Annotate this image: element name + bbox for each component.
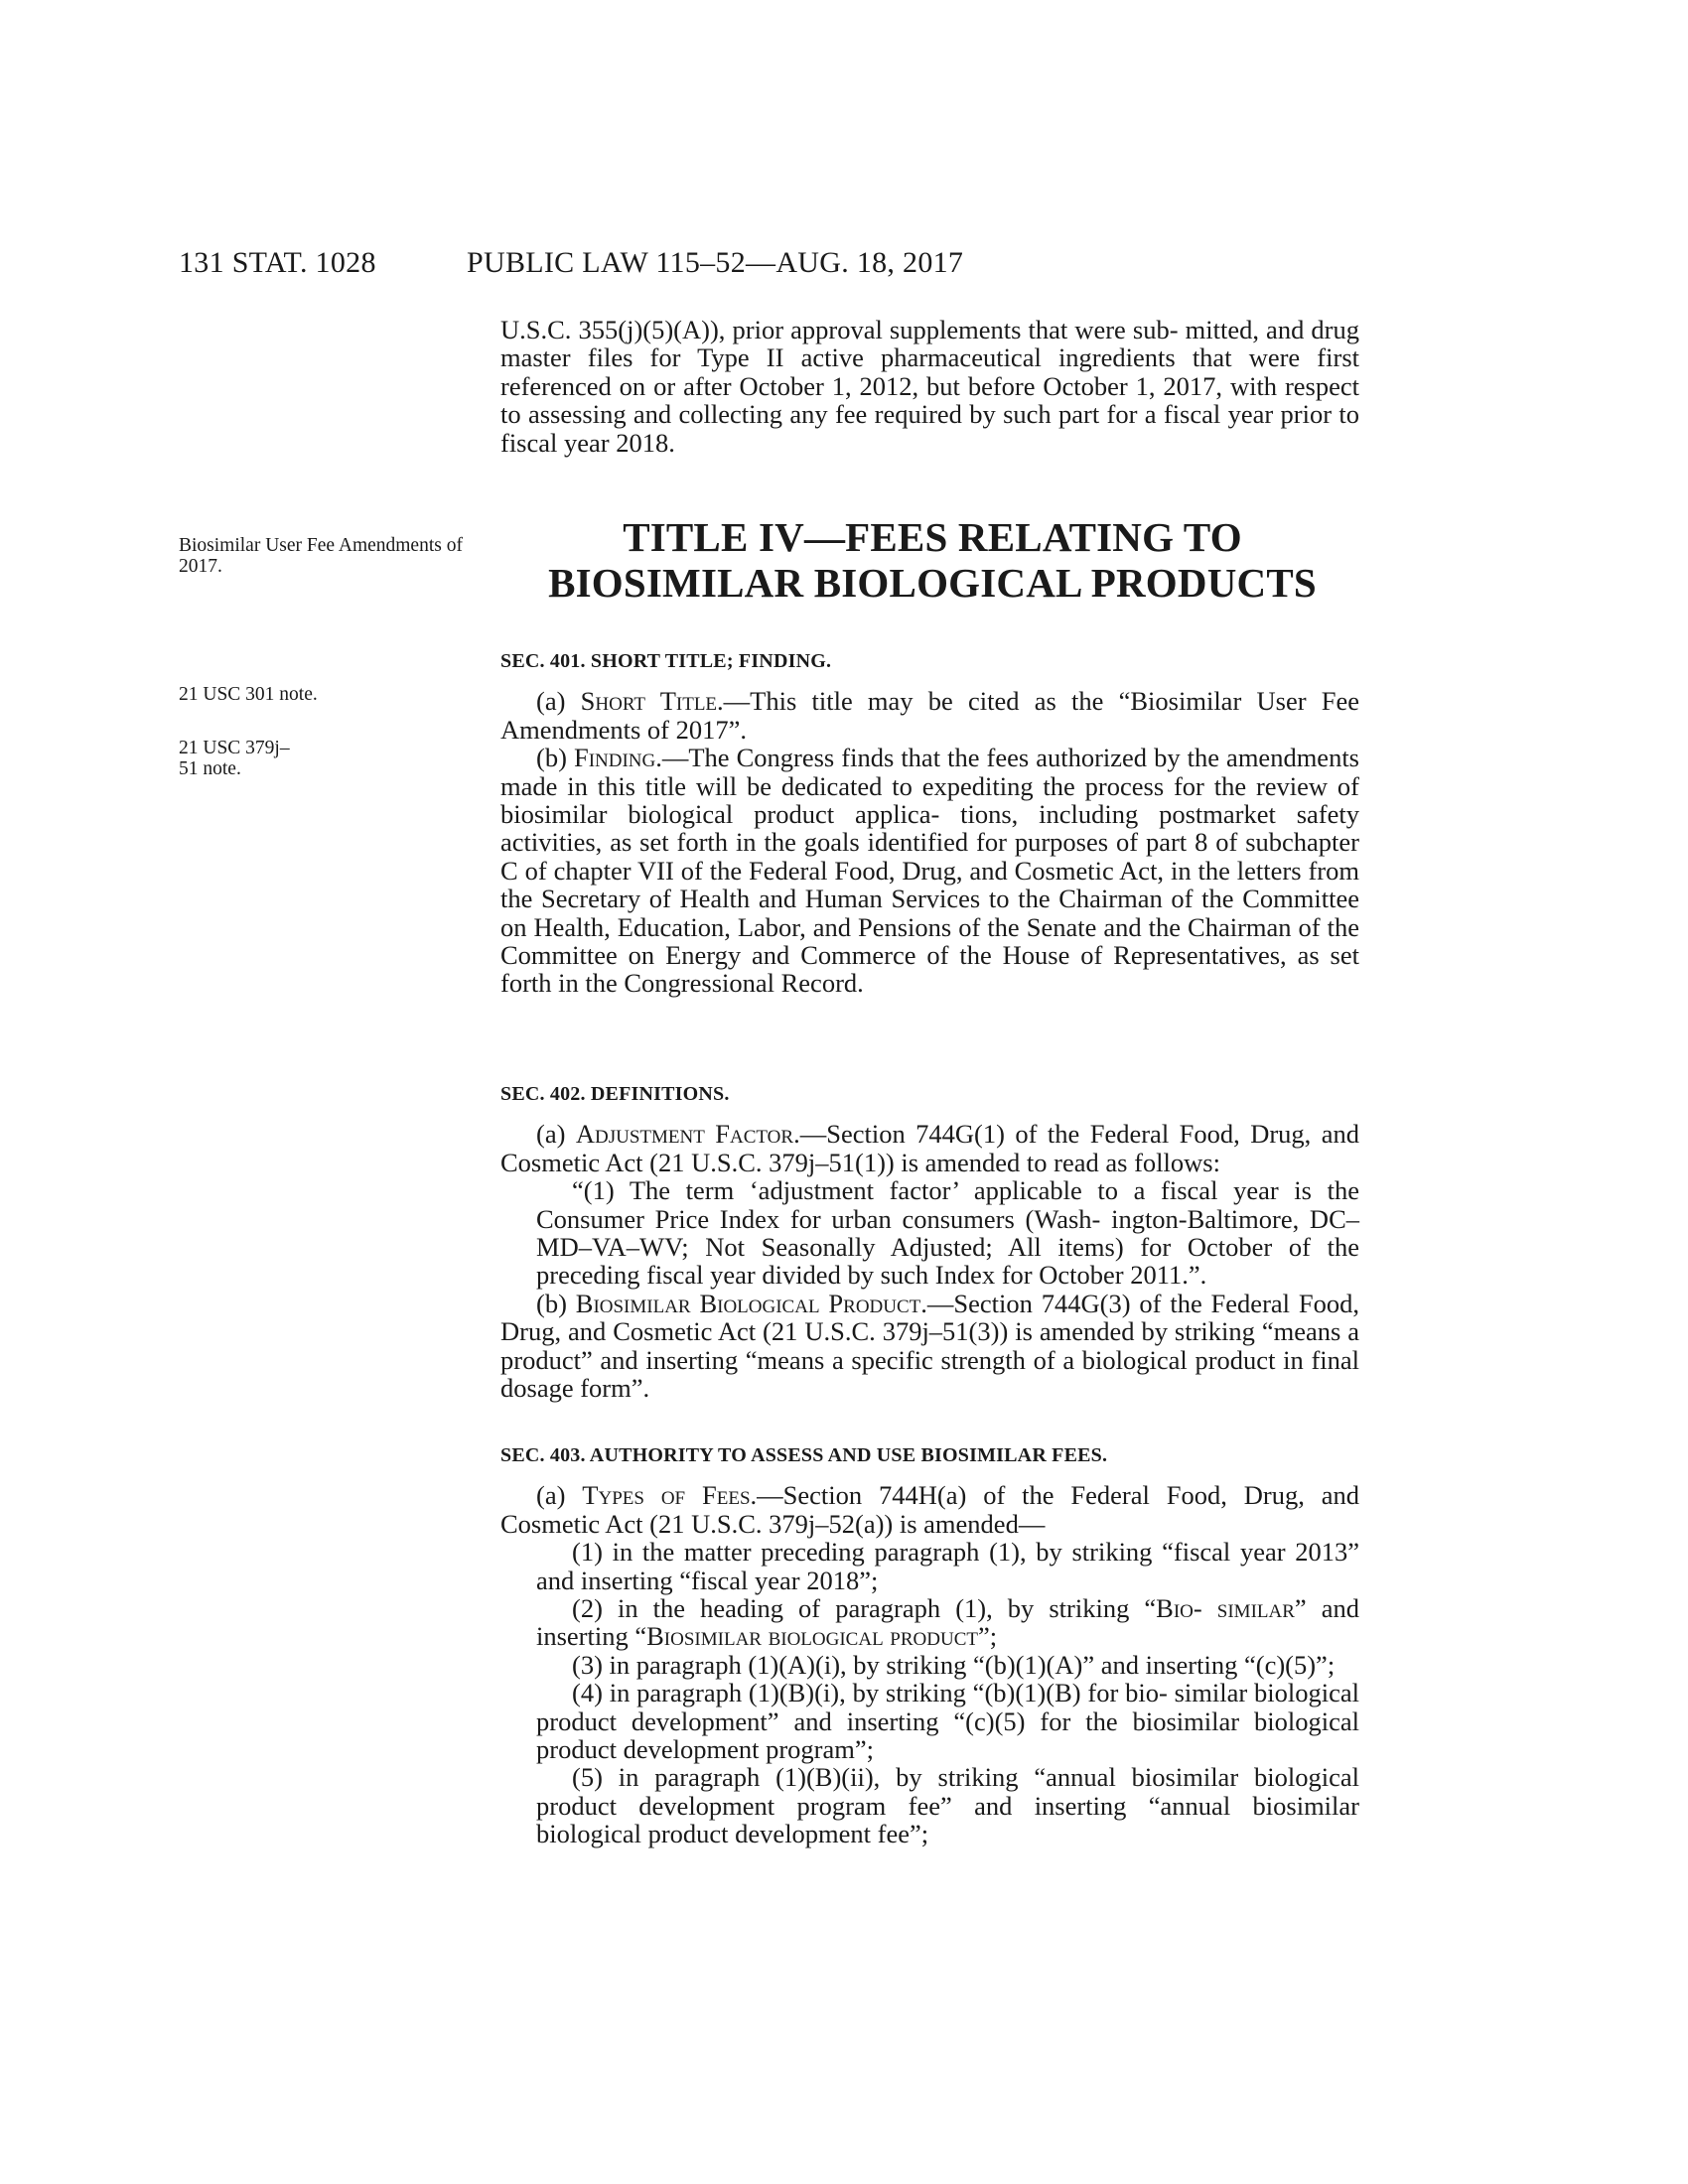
section-403-item-4: (4) in paragraph (1)(B)(i), by striking “(b)(1)(B) for bio- similar biological product development” and inserting “(c)(5) for the biosimilar biological product development program”; xyxy=(536,1678,1359,1765)
section-403 xyxy=(500,1441,1359,1848)
section-401-a-label: (a) xyxy=(536,686,581,717)
margin-note-usc-301: 21 USC 301 note. xyxy=(179,684,318,705)
section-401-a-text: .—This title may be cited as the “Biosimilar User Fee Amendments of 2017”. xyxy=(500,686,1360,745)
section-403-item-2-mid: ” and inserting “ xyxy=(536,1593,1359,1652)
section-403-item-3: (3) in paragraph (1)(A)(i), by striking “(b)(1)(A)” and inserting “(c)(5)”; xyxy=(572,1649,1336,1680)
section-402-a xyxy=(500,1120,1359,1176)
section-403-a-text: .—Section 744H(a) of the Federal Food, Drug, and Cosmetic Act (21 U.S.C. 379j–52(a)) is amended— xyxy=(500,1480,1359,1539)
section-403-item-2-cap1: Bio- similar xyxy=(1156,1593,1295,1624)
margin-note-short-title: Biosimilar User Fee Amendments of 2017. xyxy=(179,535,463,577)
section-403-a-caption: Types of Fees xyxy=(582,1480,751,1511)
section-403-item-2 xyxy=(536,1594,1359,1651)
section-402-a-text: .—Section 744G(1) of the Federal Food, Drug, and Cosmetic Act (21 U.S.C. 379j–51(1)) is amended to read as follows: xyxy=(500,1119,1359,1177)
section-403-item-2-post: ”; xyxy=(978,1621,998,1652)
section-402-b-label: (b) xyxy=(536,1288,576,1318)
section-403-item-5: (5) in paragraph (1)(B)(ii), by striking “annual biosimilar biological product development program fee” and inserting “annual biosimilar biological product development fee”; xyxy=(536,1762,1359,1849)
stat-page-number: 131 STAT. 1028 xyxy=(179,246,376,279)
section-403-a xyxy=(500,1481,1359,1538)
section-403-item-2-pre: (2) in the heading of paragraph (1), by striking “ xyxy=(572,1593,1157,1624)
section-401-heading: SEC. 401. SHORT TITLE; FINDING. xyxy=(500,650,832,672)
section-401-b-caption: Finding xyxy=(573,743,656,773)
section-402-quoted-definition: “(1) The term ‘adjustment factor’ applicable to a fiscal year is the Consumer Price Index for urban consumers (Wash- ington-Baltimore, DC–MD–VA–WV; Not Seasonally Adjusted; All items) for October of the preceding fiscal year divided by such Index for October 2011.”. xyxy=(536,1175,1359,1291)
section-402-b-caption: Biosimilar Biological Product xyxy=(575,1288,921,1318)
section-401-b-label: (b) xyxy=(536,743,574,773)
section-402-b-text: .—Section 744G(3) of the Federal Food, Drug, and Cosmetic Act (21 U.S.C. 379j–51(3)) is amended by striking “means a product” and inserting “means a specific strength of a biological product in final dosage form”. xyxy=(500,1288,1359,1404)
section-401-a-caption: Short Title xyxy=(580,686,718,717)
section-402-b xyxy=(500,1290,1359,1403)
carryover-paragraph xyxy=(500,316,1359,457)
section-401-a xyxy=(500,687,1359,744)
margin-note-usc-379j: 21 USC 379j–51 note. xyxy=(179,738,290,779)
section-403-item-1: (1) in the matter preceding paragraph (1), by striking “fiscal year 2013” and inserting “fiscal year 2018”; xyxy=(536,1537,1359,1595)
section-402-a-caption: Adjustment Factor xyxy=(575,1119,794,1150)
section-403-heading: SEC. 403. AUTHORITY TO ASSESS AND USE BIOSIMILAR FEES. xyxy=(500,1444,1108,1466)
section-401 xyxy=(500,647,1359,998)
public-law-date: PUBLIC LAW 115–52—AUG. 18, 2017 xyxy=(467,246,964,279)
section-401-b xyxy=(500,744,1359,998)
carryover-text: U.S.C. 355(j)(5)(A)), prior approval supplements that were sub- mitted, and drug master files for Type II active pharmaceutical ingredients that were first referenced on or after October 1, 2012, but before October 1, 2017, with respect to assessing and collecting any fee required by such part for a fiscal year prior to fiscal year 2018. xyxy=(500,315,1359,458)
section-402-a-label: (a) xyxy=(536,1119,576,1150)
title-heading xyxy=(500,514,1364,606)
section-401-b-text: .—The Congress finds that the fees authorized by the amendments made in this title will be dedicated to expediting the process for the review of biosimilar biological product applica- tions, including postmarket safety activities, as set forth in the goals identified for purposes of part 8 of subchapter C of chapter VII of the Federal Food, Drug, and Cosmetic Act, in the letters from the Secretary of Health and Human Services to the Chairman of the Committee on Health, Education, Labor, and Pensions of the Senate and the Chairman of the Committee on Energy and Commerce of the House of Representatives, as set forth in the Congressional Record. xyxy=(500,743,1359,999)
section-403-a-label: (a) xyxy=(536,1480,583,1511)
title-line-1: TITLE IV—FEES RELATING TO xyxy=(623,514,1242,560)
section-402 xyxy=(500,1080,1359,1402)
section-403-item-2-cap2: Biosimilar biological product xyxy=(646,1621,978,1652)
title-line-2: BIOSIMILAR BIOLOGICAL PRODUCTS xyxy=(548,560,1317,606)
section-402-heading: SEC. 402. DEFINITIONS. xyxy=(500,1083,730,1105)
